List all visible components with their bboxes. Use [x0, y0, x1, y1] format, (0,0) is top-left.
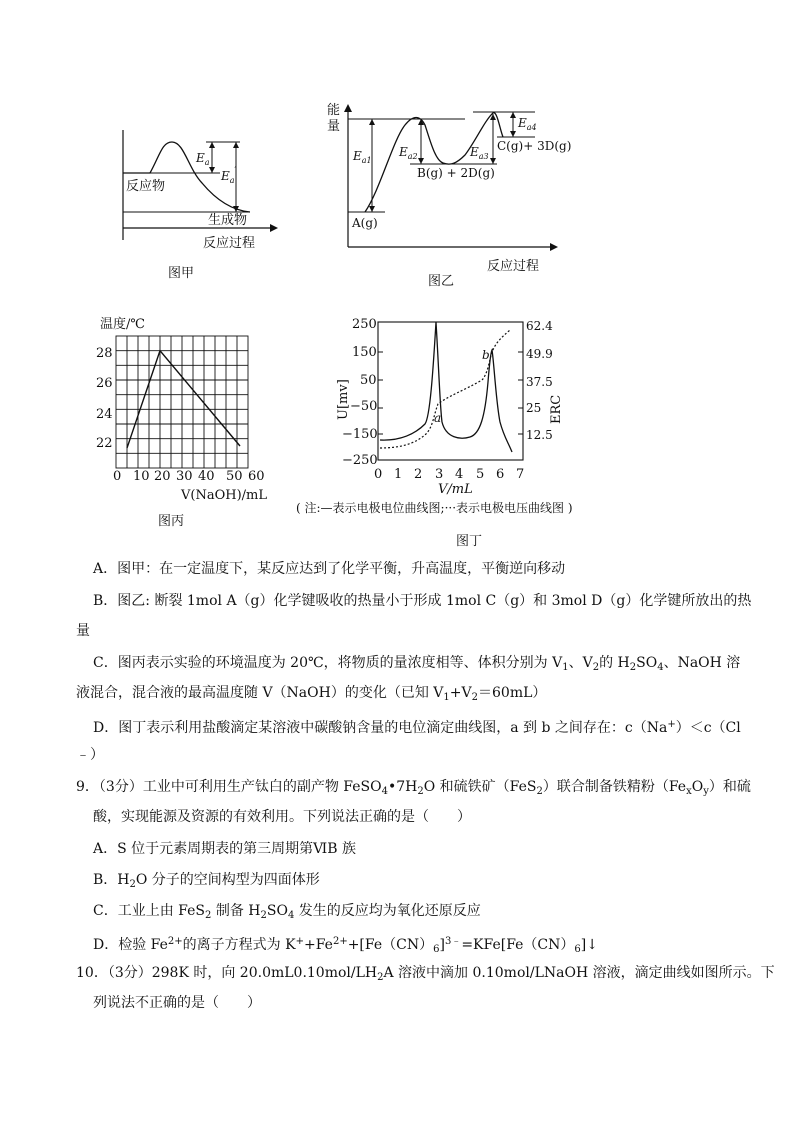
q8-d-text-2: ）＜c（Cl	[675, 720, 741, 736]
figure-yi	[325, 100, 575, 280]
ding-xtick-0: 0	[374, 467, 383, 482]
yi-ea1-head-top	[369, 119, 375, 125]
q8-option-a: A．图甲：在一定温度下，某反应达到了化学平衡，升高温度，平衡逆向移动	[93, 561, 566, 577]
bing-ylabel: 温度/℃	[100, 317, 145, 332]
bing-ytick-22: 22	[96, 436, 113, 451]
yi-state-a: A(g)	[352, 216, 378, 230]
q9-d-3: +Fe	[303, 937, 333, 953]
q9-s-sub-1: 4	[381, 786, 388, 797]
ding-xtick-1: 1	[394, 467, 403, 482]
ding-ticks	[378, 352, 523, 434]
q8-option-d-line2: ﹣）	[76, 747, 104, 763]
ding-rtick-49: 49.9	[526, 347, 553, 361]
bing-ytick-28: 28	[96, 346, 113, 361]
yi-ea3-label: $E_{a3}$	[470, 145, 489, 161]
q9-s-4: ）联合制备铁精粉（Fe	[542, 779, 687, 795]
q8-c-sub-2: 2	[592, 662, 600, 673]
ding-xlabel: V/mL	[438, 482, 473, 497]
ding-point-a: a	[434, 411, 442, 425]
q9-b-1: B．H	[93, 872, 130, 888]
q9-s-sub-4: x	[686, 786, 692, 797]
yi-state-c: C(g)+ 3D(g)	[497, 139, 572, 153]
figure-ding	[330, 312, 580, 497]
q8-c2-text-2: +V	[449, 685, 472, 701]
ding-xtick-4: 4	[455, 467, 464, 482]
yi-ea4-label: $E_{a4}$	[518, 116, 537, 132]
yi-yaxis-label-2: 量	[327, 119, 341, 134]
q9-s-1: 9．（3分）工业中可利用生产钛白的副产物 FeSO	[76, 779, 382, 795]
q9-d-sup-2: +	[295, 936, 304, 947]
q9-c-sub-1: 2	[205, 910, 212, 921]
q9-s-sub-2: 2	[417, 786, 424, 797]
bing-xtick-0: 0	[113, 469, 122, 484]
ding-plot-frame	[378, 322, 523, 460]
yi-ea1-head-bottom	[369, 206, 375, 212]
jia-product-label: 生成物	[208, 213, 248, 228]
jia-ea-prime-arrowhead-top	[233, 142, 239, 148]
q9-s-3: O 和硫铁矿（FeS	[423, 779, 537, 795]
ding-ylabel-right: ERC	[549, 394, 564, 424]
ding-rtick-12: 12.5	[526, 428, 553, 442]
ding-rtick-62: 62.4	[526, 319, 553, 333]
bing-xtick-40: 40	[198, 469, 215, 484]
q9-s-sub-3: 2	[536, 786, 543, 797]
ding-xtick-2: 2	[414, 467, 423, 482]
q9-d-sup-1: 2+	[167, 936, 183, 947]
q9-d-5: ]	[439, 937, 445, 953]
q8-c-text-3: 的 H	[599, 655, 630, 671]
ding-ltick-250: 250	[352, 317, 377, 332]
ding-ylabel-left: U[mv]	[336, 379, 351, 420]
bing-xtick-30: 30	[176, 469, 193, 484]
q8-c-sub-4: 4	[657, 662, 664, 673]
q9-d-sup-3: 2+	[332, 936, 348, 947]
bing-grid	[116, 336, 248, 468]
yi-y-arrow	[344, 104, 352, 112]
q9-d-2: 的离子方程式为 K	[182, 937, 296, 953]
yi-energy-curve	[365, 113, 503, 212]
ding-note: ( 注:—表示电极电位曲线图;···表示电极电压曲线图 )	[296, 501, 573, 515]
q8-c2-sub-2: 2	[471, 692, 478, 703]
yi-ea4-head-top	[510, 112, 516, 118]
ding-caption: 图丁	[456, 534, 483, 549]
q9-d-4: +[Fe（CN）	[347, 937, 434, 953]
yi-x-arrow	[550, 243, 558, 251]
q8-d-text-1: D．图丁表示利用盐酸滴定某溶液中碳酸钠含量的电位滴定曲线图，a 到 b 之间存在：c（Na	[93, 720, 668, 736]
figure-jia	[110, 120, 285, 260]
yi-ea2-head-bottom	[418, 158, 424, 164]
q9-c-3: SO	[266, 903, 288, 919]
q8-c2-text-3: ＝60mL）	[478, 685, 547, 701]
q9-d-1: D．检验 Fe	[93, 937, 168, 953]
jia-caption: 图甲	[168, 266, 195, 281]
ding-xtick-3: 3	[435, 467, 444, 482]
q8-option-c-line1	[93, 653, 740, 678]
yi-caption: 图乙	[428, 274, 455, 289]
bing-xlabel: V(NaOH)/mL	[181, 488, 267, 503]
ding-ltick-150: 150	[352, 345, 377, 360]
q10-s-2: A 溶液中滴加 0.10mol/LNaOH 溶液，滴定曲线如图所示。下	[383, 965, 775, 981]
jia-ea-prime-label: $E_a'$	[221, 166, 237, 185]
bing-xtick-20: 20	[154, 469, 171, 484]
q8-c2-text-1: 液混合，混合液的最高温度随 V（NaOH）的变化（已知 V	[76, 685, 444, 701]
q9-s-6: ）和硫	[708, 779, 751, 795]
q9-option-a: A．S 位于元素周期表的第三周期第ⅥB 族	[93, 841, 356, 857]
q9-s-2: •7H	[387, 779, 418, 795]
bing-caption: 图丙	[158, 514, 185, 529]
q9-b-2: O 分子的空间构型为四面体形	[135, 872, 320, 888]
ding-xtick-5: 5	[476, 467, 485, 482]
q9-c-2: 制备 H	[211, 903, 261, 919]
q9-d-7: ]↓	[580, 937, 598, 953]
ding-xtick-7: 7	[516, 467, 525, 482]
yi-xaxis-label: 反应过程	[487, 259, 540, 274]
q9-c-sub-2: 2	[260, 910, 267, 921]
q8-option-c-line2	[76, 683, 546, 708]
q8-d-sup-1: +	[667, 719, 676, 730]
ding-ltick-neg250: −250	[342, 453, 378, 468]
bing-xtick-10: 10	[133, 469, 150, 484]
bing-xtick-50: 50	[226, 469, 243, 484]
q9-c-sub-3: 4	[287, 910, 295, 921]
q9-s-5: O	[691, 779, 704, 795]
yi-ea3-head-bottom	[490, 158, 496, 164]
q8-c-text-4: SO	[636, 655, 658, 671]
ding-potential-curve	[380, 322, 512, 452]
ding-ltick-neg50: −50	[350, 399, 378, 414]
q8-option-d-line1	[93, 715, 741, 738]
q8-c-text-2: 、V	[568, 655, 593, 671]
q10-stem-line2: 列说法不正确的是（ ）	[93, 995, 261, 1011]
q9-option-b	[93, 870, 320, 895]
yi-state-b: B(g) + 2D(g)	[417, 166, 495, 180]
ding-ltick-neg150: −150	[342, 427, 378, 442]
q9-c-1: C．工业上由 FeS	[93, 903, 205, 919]
ding-ltick-50: 50	[360, 373, 377, 388]
yi-ea1-label: $E_{a1}$	[353, 149, 372, 165]
q8-c-text-1: C．图丙表示实验的环境温度为 20℃，将物质的量浓度相等、体积分别为 V	[93, 655, 563, 671]
bing-ytick-24: 24	[96, 407, 113, 422]
q9-stem-line2: 酸，实现能源及资源的有效利用。下列说法正确的是（ ）	[93, 809, 471, 825]
q9-option-d	[93, 932, 598, 960]
q9-d-sub-2: 6	[574, 944, 581, 955]
q10-s-sub: 2	[377, 972, 384, 983]
jia-ea-label: $E_a$	[196, 151, 210, 167]
jia-xaxis-label: 反应过程	[203, 236, 256, 251]
q9-stem-line1	[76, 777, 751, 802]
q9-s-sub-5: y	[703, 786, 709, 797]
q9-c-4: 发生的反应均为氧化还原反应	[294, 903, 481, 919]
bing-xtick-60: 60	[248, 469, 265, 484]
q8-option-b-line1: B．图乙: 断裂 1mol A（g）化学键吸收的热量小于形成 1mol C（g）和 3mol D（g）化学键所放出的热	[93, 593, 752, 609]
bing-ytick-26: 26	[96, 376, 113, 391]
q10-stem-line1	[76, 963, 775, 988]
jia-x-arrow	[270, 224, 278, 232]
yi-ea4-head-bottom	[510, 131, 516, 137]
q8-c-text-5: 、NaOH 溶	[663, 655, 741, 671]
jia-ea-arrowhead-bottom	[209, 167, 215, 173]
ding-point-b: b	[482, 348, 490, 362]
ding-rtick-37: 37.5	[526, 375, 553, 389]
q9-d-sup-4: 3﹣	[444, 936, 462, 947]
jia-ea-arrowhead-top	[209, 142, 215, 148]
q8-c-sub-1: 1	[562, 662, 569, 673]
q8-c2-sub-1: 1	[443, 692, 450, 703]
yi-ea2-label: $E_{a2}$	[399, 145, 418, 161]
q8-c-sub-3: 2	[629, 662, 637, 673]
jia-reactant-label: 反应物	[126, 179, 166, 194]
q9-option-c	[93, 901, 481, 926]
yi-yaxis-label-1: 能	[327, 103, 341, 118]
ding-rtick-25: 25	[526, 401, 542, 415]
q10-s-1: 10．（3分）298K 时，向 20.0mL0.10mol/LH	[76, 965, 378, 981]
q8-option-b-line2: 量	[76, 623, 90, 639]
q9-d-6: =KFe[Fe（CN）	[461, 937, 575, 953]
ding-xtick-6: 6	[496, 467, 505, 482]
q9-d-sub-1: 6	[433, 944, 440, 955]
q9-b-sub: 2	[129, 879, 136, 890]
figure-bing	[88, 312, 278, 512]
